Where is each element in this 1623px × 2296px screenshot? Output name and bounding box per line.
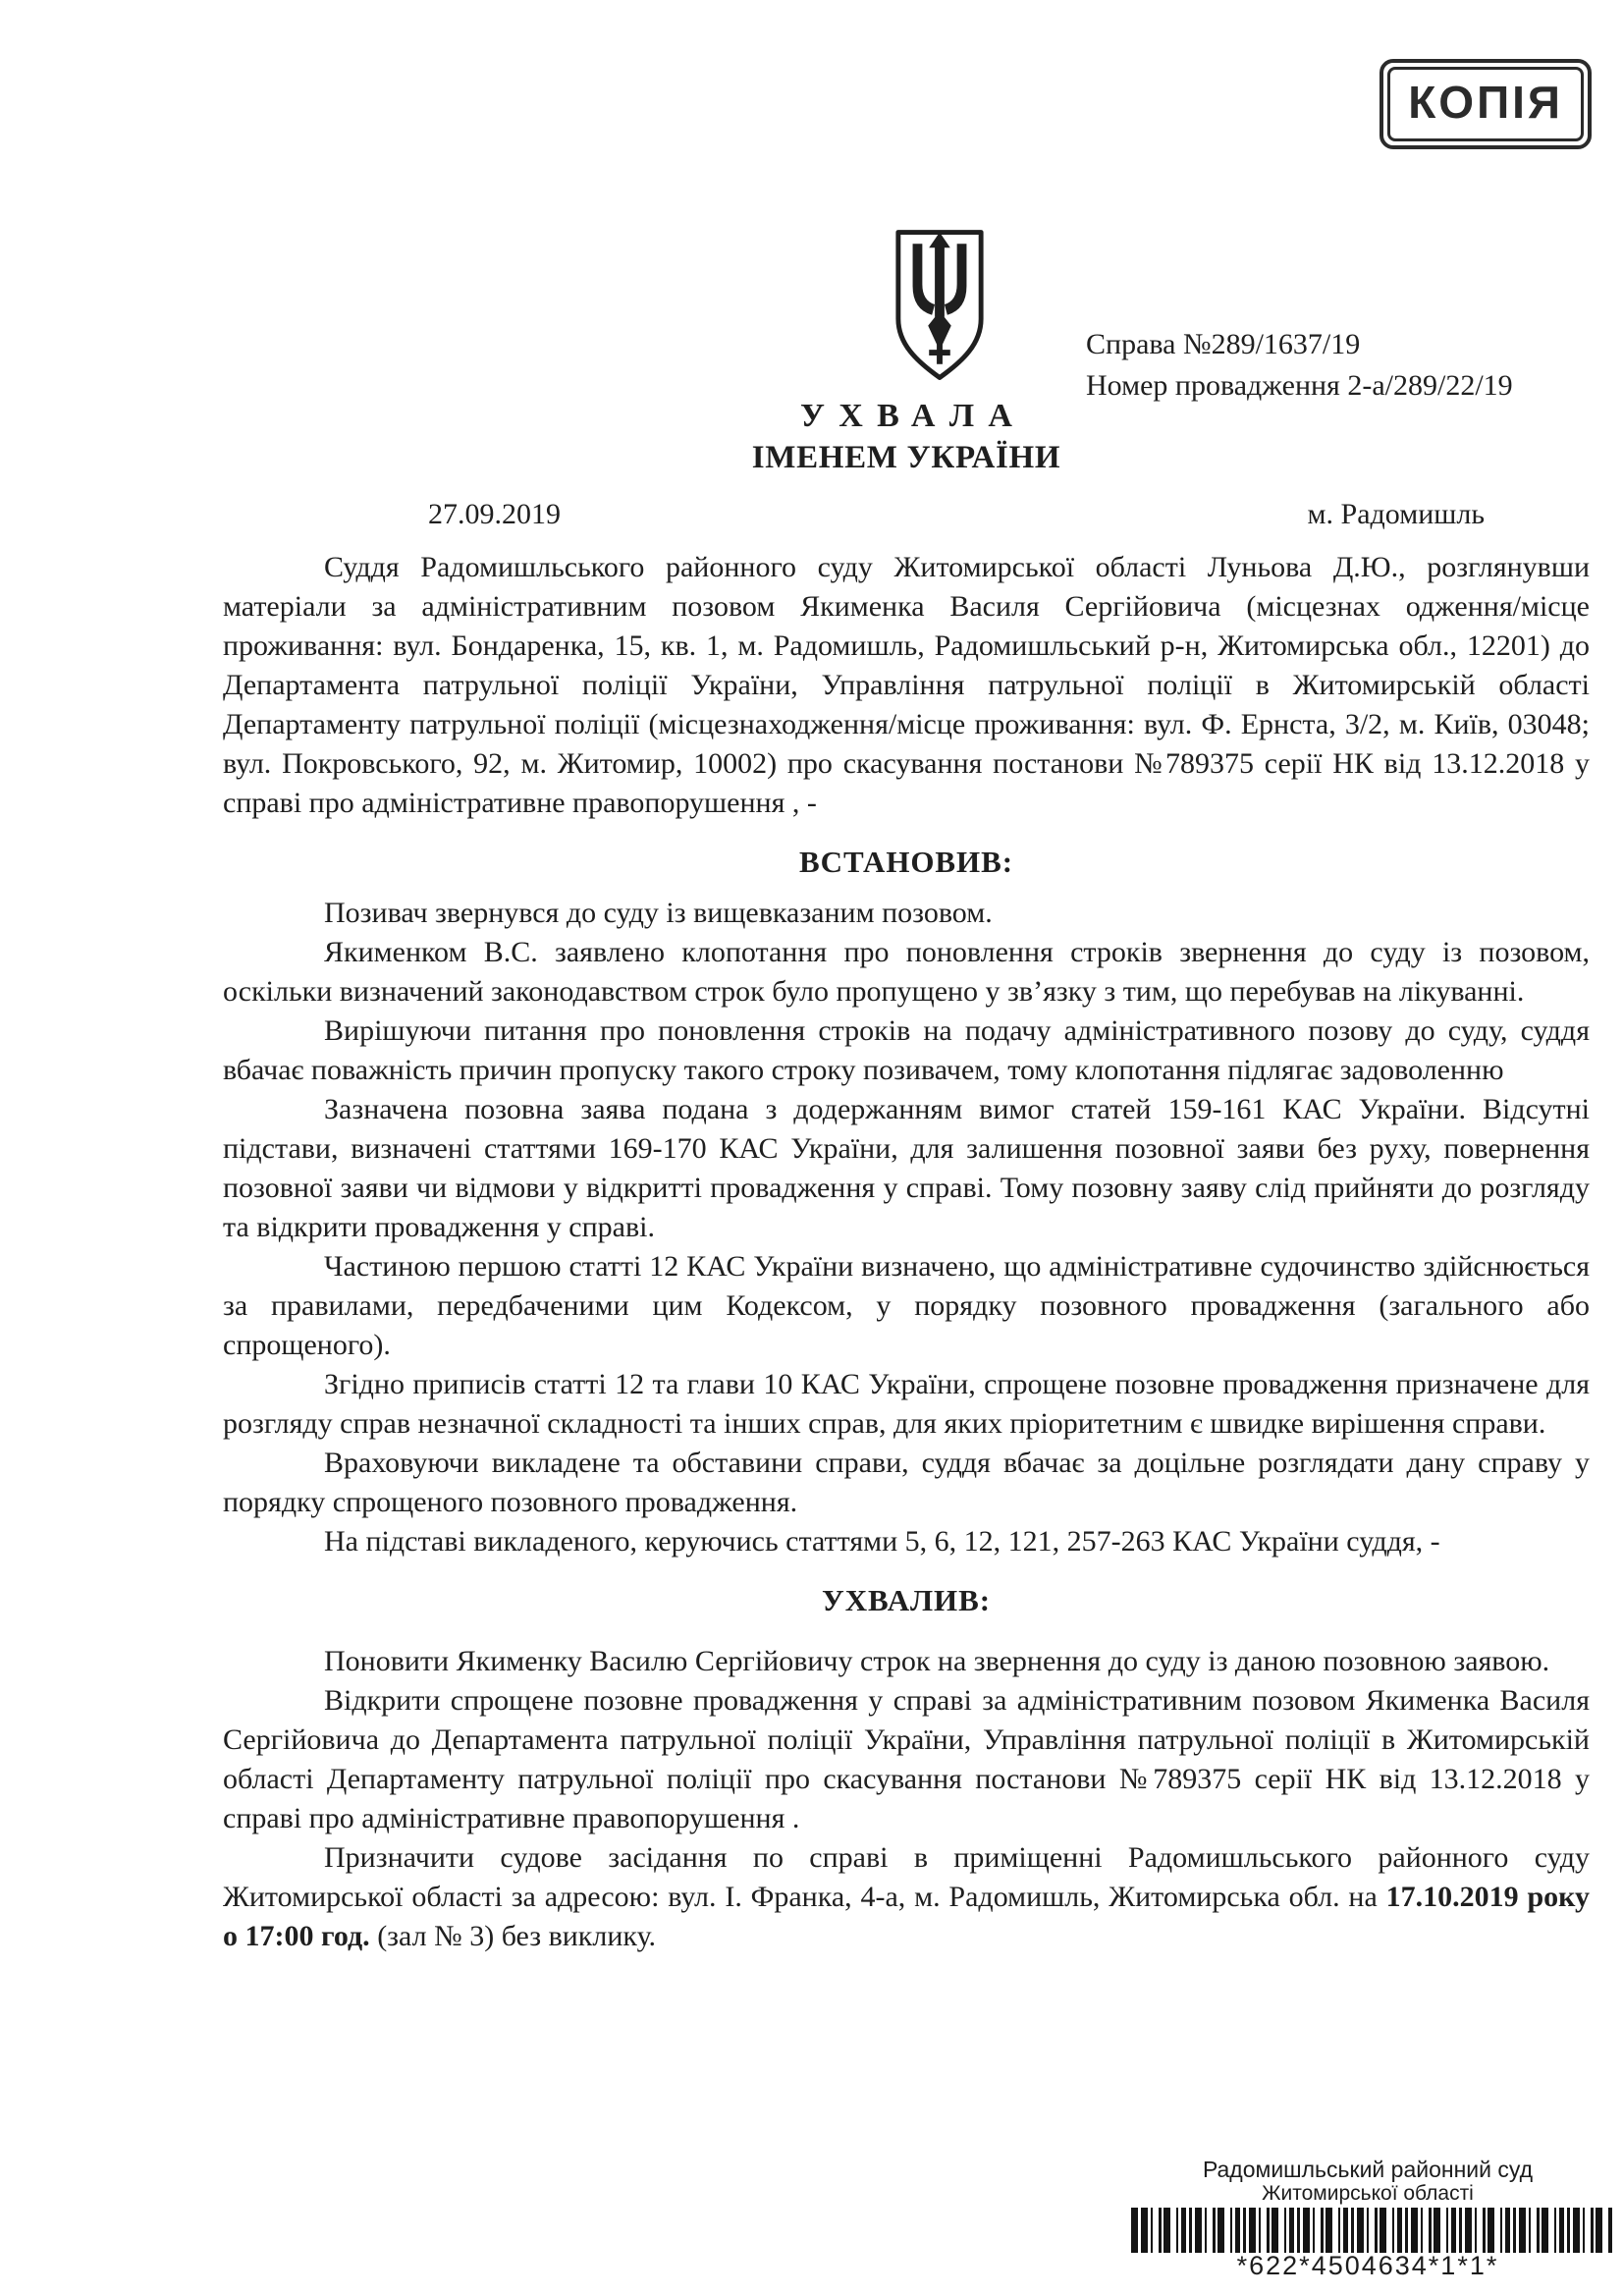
established-paragraph: Зазначена позовна заява подана з додержанням вимог статей 159-161 КАС України. Відсутні підстави, визначені статтями 169-170 КАС України, для залишення позовної заяви без руху, повернення позовної заяви чи відмови у відкритті провадження у справі. Тому позовну заяву слід прийняти до розгляду та відкрити провадження у справі.	[223, 1093, 1590, 1243]
hearing-text-before: Призначити судове засідання по справі в приміщенні Радомишльського районного суду Житомирської області за адресою: вул. І. Франка, 4-а, м. Радомишль, Житомирська обл. на	[223, 1841, 1590, 1913]
barcode-text: *622*4504634*1*1*	[1236, 2251, 1499, 2280]
case-numbers	[1086, 324, 1513, 407]
document-body	[223, 397, 1590, 1956]
established-paragraph: Згідно приписів статті 12 та глави 10 КАС України, спрощене позовне провадження призначене для розгляду справ незначної складності та інших справ, для яких пріоритетним є швидке вирішення справи.	[223, 1368, 1590, 1440]
date-place-row	[223, 495, 1590, 534]
ruled-paragraph: Поновити Якименку Василю Сергійовичу строк на звернення до суду із даною позовною заявою.	[324, 1645, 1550, 1677]
footer-court-region: Житомирської області	[1262, 2182, 1474, 2205]
decision-place: м. Радомишль	[1307, 498, 1485, 530]
established-paragraph: Якименком В.С. заявлено клопотання про поновлення строків звернення до суду із позовом, оскільки визначений законодавством строк було пропущено у зв’язку з тим, що перебував на лікуванні.	[223, 936, 1590, 1008]
established-paragraph: Частиною першою статті 12 КАС України визначено, що адміністративне судочинство здійснюється за правилами, передбаченими цим Кодексом, у порядку позовного провадження (загального або спрощеного).	[223, 1250, 1590, 1361]
hearing-datetime: 17.10.2019 року о 17:00 год.	[223, 1881, 1590, 1952]
document-title: УХВАЛА	[800, 398, 1027, 434]
footer-court-name: Радомишльський районний суд	[1202, 2157, 1534, 2182]
decision-date: 27.09.2019	[428, 498, 561, 530]
established-paragraph: Враховуючи викладене та обставини справи, суддя вбачає за доцільне розглядати дану справу у порядку спрощеного позовного провадження.	[223, 1447, 1590, 1518]
barcode	[1131, 2208, 1612, 2253]
ruled-heading: УХВАЛИВ:	[822, 1583, 991, 1617]
established-heading: ВСТАНОВИВ:	[799, 845, 1013, 879]
proceeding-number: Номер провадження 2-а/289/22/19	[1086, 369, 1513, 402]
copy-stamp-label: КОПІЯ	[1408, 77, 1563, 128]
intro-paragraph: Суддя Радомишльського районного суду Житомирської області Луньова Д.Ю., розглянувши матеріали за адміністративним позовом Якименка Василя Сергійовича (місцезнах одження/місце проживання: вул. Бондаренка, 15, кв. 1, м. Радомишль, Радомишльський р-н, Житомирська обл., 12201) до Департамента патрульної поліції України, Управління патрульної поліції в Житомирській області Департаменту патрульної поліції (місцезнаходження/місце проживання: вул. Ф. Ернста, 3/2, м. Київ, 03048; вул. Покровського, 92, м. Житомир, 10002) про скасування постанови №789375 серії НК від 13.12.2018 у справі про адміністративне правопорушення , -	[223, 551, 1590, 819]
established-paragraph: Позивач звернувся до суду із вищевказаним позовом.	[324, 897, 993, 929]
copy-stamp	[1380, 59, 1592, 149]
established-paragraph: Вирішуючи питання про поновлення строків на подачу адміністративного позову до суду, суддя вбачає поважність причин пропуску такого строку позивачем, тому клопотання підлягає задоволенню	[223, 1014, 1590, 1086]
document-subtitle: ІМЕНЕМ УКРАЇНИ	[751, 440, 1061, 475]
copy-stamp-inner-border	[1387, 67, 1584, 141]
ukraine-coat-of-arms-icon	[892, 224, 988, 387]
established-paragraph: На підставі викладеного, керуючись статтями 5, 6, 12, 121, 257-263 КАС України суддя, -	[324, 1525, 1440, 1558]
case-number: Справа №289/1637/19	[1086, 328, 1361, 360]
hearing-text-after: (зал № 3) без виклику.	[369, 1920, 657, 1952]
ruled-paragraph: Відкрити спрощене позовне провадження у справі за адміністративним позовом Якименка Василя Сергійовича до Департамента патрульної поліції України, Управління патрульної поліції в Житомирській області Департаменту патрульної поліції про скасування постанови №789375 серії НК від 13.12.2018 у справі про адміністративне правопорушення .	[223, 1684, 1590, 1834]
hearing-paragraph	[223, 1838, 1590, 1956]
court-footer-stamp	[1124, 2157, 1611, 2280]
